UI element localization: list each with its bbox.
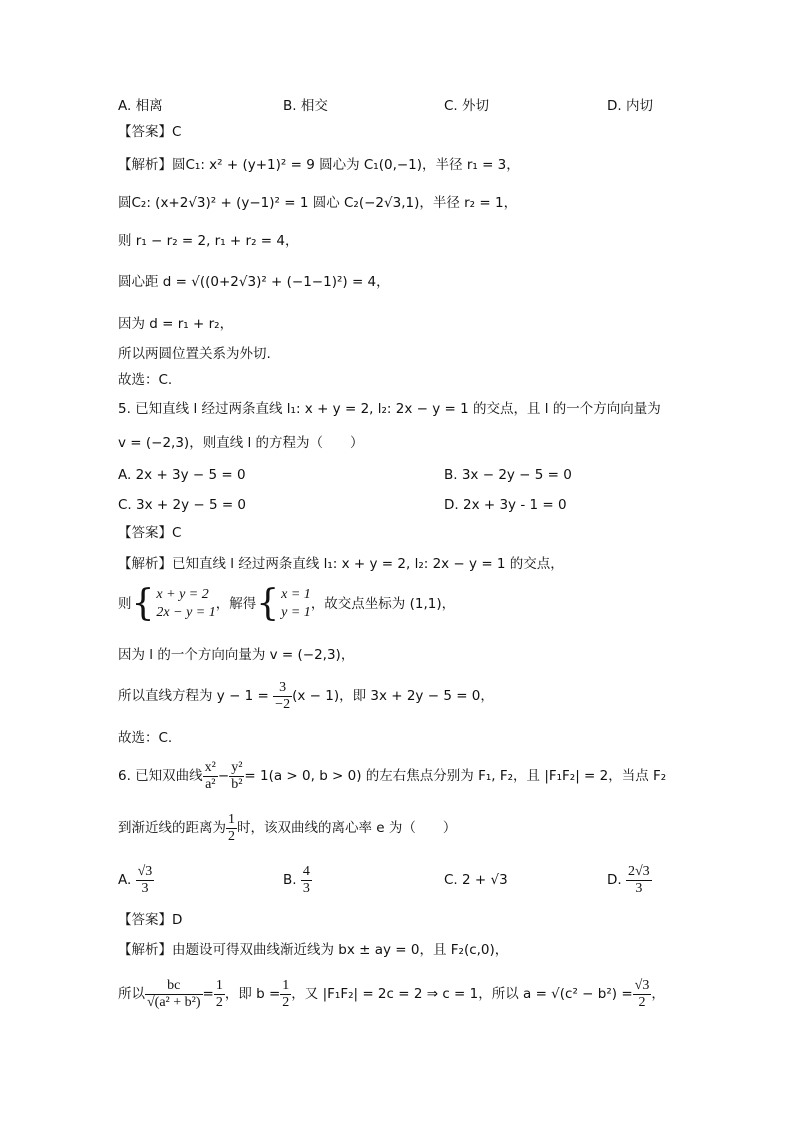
fraction-numerator: 4 <box>302 863 310 879</box>
fraction-denominator: √(a² + b²) <box>147 994 201 1010</box>
q4-answer: 【答案】C <box>118 124 182 140</box>
fraction <box>136 864 155 897</box>
q4-solution-line-1: 【解析】圆C₁: x² + (y+1)² = 9 圆心为 C₁(0,−1)，半径 r₁ = 3， <box>118 157 520 173</box>
q5-sol4-suffix: (x − 1)，即 3x + 2y − 5 = 0， <box>292 688 494 704</box>
q6-option-d <box>607 860 652 900</box>
q5-solution-line-1: 【解析】已知直线 l 经过两条直线 l₁: x + y = 2, l₂: 2x − y = 1 的交点， <box>118 556 564 572</box>
q4-option-a: A. 相离 <box>118 98 163 114</box>
fraction-numerator: √3 <box>137 863 153 879</box>
q4-solution-line-3: 则 r₁ − r₂ = 2, r₁ + r₂ = 4， <box>118 233 299 249</box>
q6-stem2-suffix: 时，该双曲线的离心率 e 为（ ） <box>237 820 457 836</box>
fraction-denominator: 3 <box>141 880 149 896</box>
fraction-numerator: 2√3 <box>627 863 650 879</box>
fraction-numerator: 1 <box>282 977 290 993</box>
q6-stem-line-1 <box>118 756 666 796</box>
q5-solution-line-2 <box>118 584 455 624</box>
option-label: A. <box>118 872 132 888</box>
system2-eq-a: x = 1 <box>281 587 311 602</box>
fraction-denominator: 2 <box>282 994 290 1010</box>
q6-solution-line-1: 【解析】由题设可得双曲线渐近线为 bx ± ay = 0，且 F₂(c,0)， <box>118 942 509 958</box>
option-label: B. <box>283 872 297 888</box>
fraction <box>626 864 652 897</box>
q5-sol2-middle: ，解得 <box>215 596 257 612</box>
q5-sol4-prefix: 所以直线方程为 y − 1 = <box>118 688 269 704</box>
q6-stem-suffix: = 1(a > 0, b > 0) 的左右焦点分别为 F₁, F₂，且 |F₁F₂| = 2，当点 F₂ <box>244 768 667 784</box>
fraction-denominator: −2 <box>275 696 291 712</box>
system2-eq-b: y = 1 <box>281 605 311 620</box>
q5-option-a: A. 2x + 3y − 5 = 0 <box>118 467 246 483</box>
fraction <box>203 760 218 793</box>
fraction <box>145 978 203 1011</box>
fraction-denominator: a² <box>205 776 216 792</box>
system1-eq-a: x + y = 2 <box>156 587 209 602</box>
q5-solution-line-4 <box>118 678 494 714</box>
q5-option-c: C. 3x + 2y − 5 = 0 <box>118 497 247 513</box>
q6-answer: 【答案】D <box>118 912 183 928</box>
q5-sol2-suffix: ，故交点坐标为 (1,1)， <box>310 596 456 612</box>
q6-sol2-prefix: 所以 <box>118 986 145 1002</box>
left-brace-icon: { <box>131 583 155 624</box>
q6-stem-line-2 <box>118 808 456 848</box>
fraction-numerator: x² <box>204 759 216 775</box>
fraction-denominator: 2 <box>638 994 646 1010</box>
q5-stem-line-2: v = (−2,3)，则直线 l 的方程为（ ） <box>118 435 364 451</box>
fraction <box>301 864 312 897</box>
fraction <box>214 978 225 1011</box>
q6-sol2-middle-2: ，又 |F₁F₂| = 2c = 2 ⇒ c = 1，所以 a = √(c² − b²) = <box>291 986 633 1002</box>
minus-sign: − <box>217 768 230 784</box>
q4-solution-line-6: 所以两圆位置关系为外切. <box>118 346 271 362</box>
q5-answer: 【答案】C <box>118 525 182 541</box>
fraction-denominator: b² <box>231 776 243 792</box>
q6-stem-prefix: 6. 已知双曲线 <box>118 768 203 784</box>
q6-solution-line-2 <box>118 972 665 1016</box>
fraction <box>273 680 292 713</box>
q4-solution-line-5: 因为 d = r₁ + r₂， <box>118 316 234 332</box>
q5-solution-line-3: 因为 l 的一个方向向量为 v = (−2,3)， <box>118 647 355 663</box>
fraction-denominator: 2 <box>228 828 235 844</box>
q4-option-c: C. 外切 <box>444 98 490 114</box>
q6-sol2-end: ， <box>651 986 665 1002</box>
equals-sign: = <box>202 986 214 1002</box>
fraction-denominator: 2 <box>215 994 223 1010</box>
fraction-numerator: bc <box>145 978 203 995</box>
fraction-numerator: 1 <box>215 977 223 993</box>
fraction <box>226 812 237 845</box>
q4-option-d: D. 内切 <box>607 98 653 114</box>
q6-option-a <box>118 860 154 900</box>
equation-system-1 <box>156 586 215 622</box>
q4-solution-line-4: 圆心距 d = √((0+2√3)² + (−1−1)²) = 4， <box>118 274 390 290</box>
q4-solution-line-7: 故选：C. <box>118 372 173 388</box>
fraction-denominator: 3 <box>635 880 643 896</box>
fraction-numerator: 3 <box>273 680 292 697</box>
fraction <box>229 760 244 793</box>
q5-stem-line-1: 5. 已知直线 l 经过两条直线 l₁: x + y = 2, l₂: 2x − y = 1 的交点，且 l 的一个方向向量为 <box>118 401 661 417</box>
q6-sol2-middle: ，即 b = <box>224 986 281 1002</box>
q5-sol2-prefix: 则 <box>118 596 132 612</box>
fraction-numerator: y² <box>231 759 243 775</box>
q5-option-b: B. 3x − 2y − 5 = 0 <box>444 467 572 483</box>
fraction <box>633 978 652 1011</box>
q5-option-d: D. 2x + 3y - 1 = 0 <box>444 497 567 513</box>
fraction <box>280 978 291 1011</box>
option-label: D. <box>607 872 622 888</box>
q6-option-c: C. 2 + √3 <box>444 872 508 888</box>
equation-system-2 <box>281 586 311 622</box>
fraction-numerator: √3 <box>634 977 650 993</box>
q6-stem2-prefix: 到渐近线的距离为 <box>118 820 226 836</box>
left-brace-icon: { <box>256 583 280 624</box>
q5-solution-line-5: 故选：C. <box>118 730 173 746</box>
system1-eq-b: 2x − y = 1 <box>156 605 216 620</box>
q6-option-b <box>283 860 312 900</box>
fraction-denominator: 3 <box>302 880 310 896</box>
q4-solution-line-2: 圆C₂: (x+2√3)² + (y−1)² = 1 圆心 C₂(−2√3,1)，半径 r₂ = 1， <box>118 195 518 211</box>
fraction-numerator: 1 <box>228 811 235 827</box>
q4-option-b: B. 相交 <box>283 98 328 114</box>
